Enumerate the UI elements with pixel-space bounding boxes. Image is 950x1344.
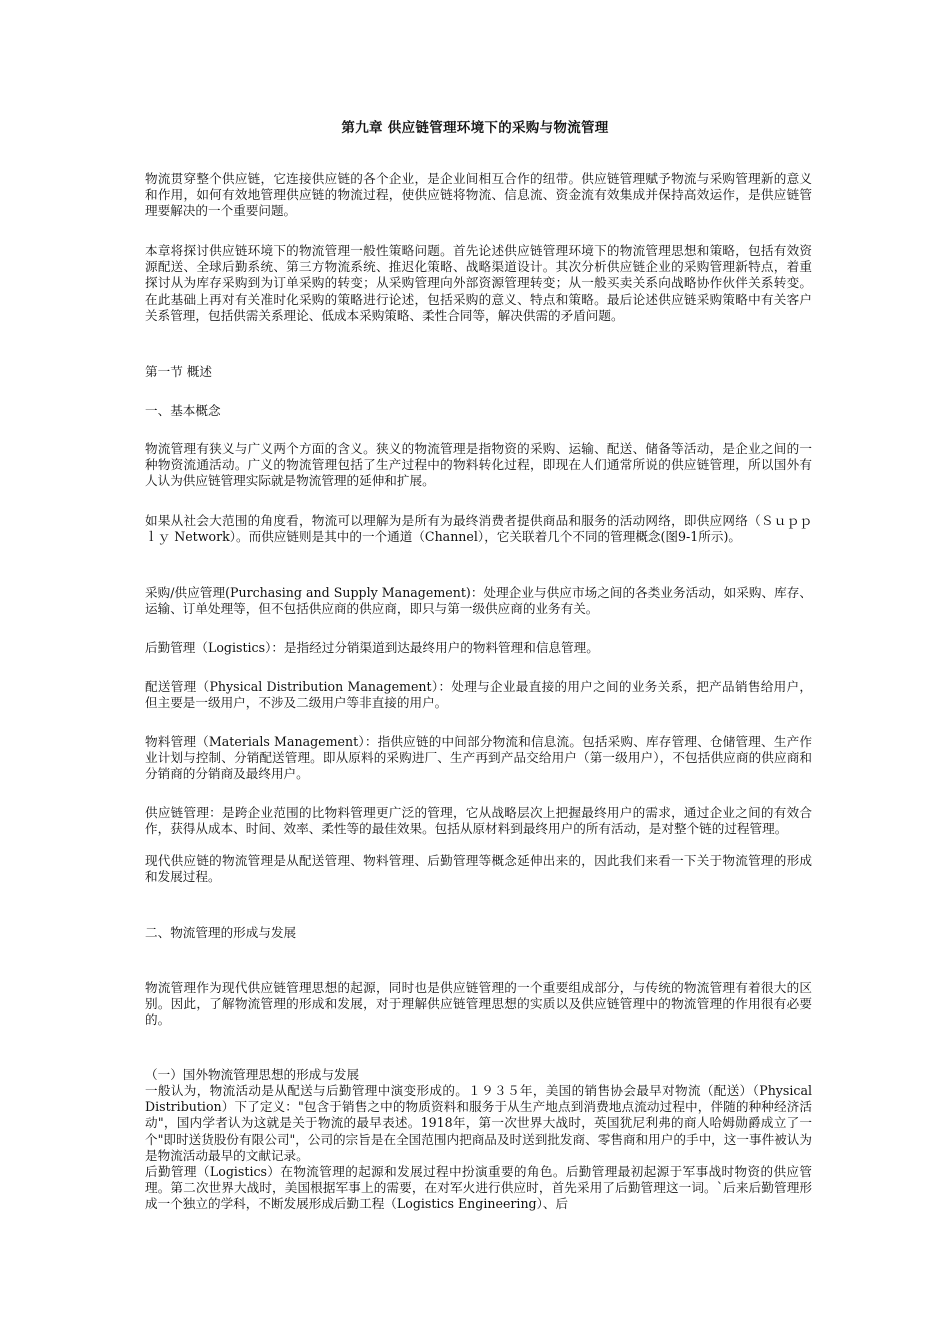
subsection-title-basic-concepts: 一、基本概念: [145, 403, 221, 418]
concept-paragraph-supply-chain-management: 供应链管理：是跨企业范围的比物料管理更广泛的管理，它从战略层次上把握最终用户的需求，通过企业之间的有效合作，获得从成本、时间、效率、柔性等的最佳效果。包括从原材料到最终用户的所有活动，是对整个链的过程管理。: [145, 805, 812, 837]
foreign-paragraph-1: 一般认为，物流活动是从配送与后勤管理中演变形成的。１９３５年，美国的销售协会最早对物流（配送）（Physical Distribution）下了定义："包含于销售之中的物质资料和服务于从生产地点到消费地点流动过程中，伴随的种种经济活动"，国内学者认为这就是关于物流的最早表述。1918年，第一次世界大战时，英国犹尼利弗的商人哈姆勋爵成立了一个"即时送货股份有限公司"，公司的宗旨是在全国范围内把商品及时送到批发商、零售商和用户的手中，这一事件被认为是物流活动最早的文献记录。: [145, 1083, 812, 1163]
intro-paragraph-2: 本章将探讨供应链环境下的物流管理一般性策略问题。首先论述供应链管理环境下的物流管理思想和策略，包括有效资源配送、全球后勤系统、第三方物流系统、推迟化策略、战略渠道设计。其次分析供应链企业的采购管理新特点，着重探讨从为库存采购到为订单采购的转变；从采购管理向外部资源管理转变；从一般买卖关系向战略协作伙伴关系转变。在此基础上再对有关准时化采购的策略进行论述，包括采购的意义、特点和策略。最后论述供应链采购策略中有关客户关系管理，包括供需关系理论、低成本采购策略、柔性合同等，解决供需的矛盾问题。: [145, 243, 812, 323]
sub-item-title-foreign: （一）国外物流管理思想的形成与发展: [145, 1067, 360, 1082]
development-intro-paragraph: 物流管理作为现代供应链管理思想的起源，同时也是供应链管理的一个重要组成部分，与传统的物流管理有着很大的区别。因此，了解物流管理的形成和发展，对于理解供应链管理思想的实质以及供应链管理中的物流管理的作用很有必要的。: [145, 980, 812, 1028]
intro-paragraph-1: 物流贯穿整个供应链，它连接供应链的各个企业，是企业间相互合作的纽带。供应链管理赋予物流与采购管理新的意义和作用，如何有效地管理供应链的物流过程，使供应链将物流、信息流、资金流有效集成并保持高效运作，是供应链管理要解决的一个重要问题。: [145, 171, 812, 219]
subsection-title-development: 二、物流管理的形成与发展: [145, 925, 297, 940]
concept-paragraph-logistics-management: 后勤管理（Logistics）：是指经过分销渠道到达最终用户的物料管理和信息管理。: [145, 640, 599, 655]
foreign-paragraph-2: 后勤管理（Logistics）在物流管理的起源和发展过程中扮演重要的角色。后勤管理最初起源于军事战时物资的供应管理。第二次世界大战时，美国根据军事上的需要，在对军火进行供应时，首先采用了后勤管理这一词。`后来后勤管理形成一个独立的学科，不断发展形成后勤工程（Logistics Engineering）、后: [145, 1164, 812, 1212]
section-title: 第一节 概述: [145, 364, 212, 379]
chapter-title: 第九章 供应链管理环境下的采购与物流管理: [341, 120, 609, 136]
concept-paragraph-logistics: 物流管理有狭义与广义两个方面的含义。狭义的物流管理是指物资的采购、运输、配送、储备等活动，是企业之间的一种物资流通活动。广义的物流管理包括了生产过程中的物料转化过程，即现在人们通常所说的供应链管理，所以国外有人认为供应链管理实际就是物流管理的延伸和扩展。: [145, 441, 812, 489]
concept-paragraph-physical-distribution: 配送管理（Physical Distribution Management）：处理与企业最直接的用户之间的业务关系，把产品销售给用户，但主要是一级用户，不涉及二级用户等非直接的用户。: [145, 679, 812, 711]
concept-paragraph-modern-supply-chain: 现代供应链的物流管理是从配送管理、物料管理、后勤管理等概念延伸出来的，因此我们来看一下关于物流管理的形成和发展过程。: [145, 853, 812, 885]
concept-paragraph-supply-network: 如果从社会大范围的角度看，物流可以理解为是所有为最终消费者提供商品和服务的活动网络，即供应网络（Ｓｕｐｐｌｙ Network）。而供应链则是其中的一个通道（Channel），它关联着几个不同的管理概念(图9-1所示)。: [145, 513, 812, 545]
concept-paragraph-materials-management: 物料管理（Materials Management）：指供应链的中间部分物流和信息流。包括采购、库存管理、仓储管理、生产作业计划与控制、分销配送管理。即从原料的采购进厂、生产再到产品交给用户（第一级用户），不包括供应商的供应商和分销商的分销商及最终用户。: [145, 734, 812, 782]
concept-paragraph-purchasing: 采购/供应管理(Purchasing and Supply Management)：处理企业与供应市场之间的各类业务活动，如采购、库存、运输、订单处理等，但不包括供应商的供应商，即只与第一级供应商的业务有关。: [145, 585, 812, 617]
